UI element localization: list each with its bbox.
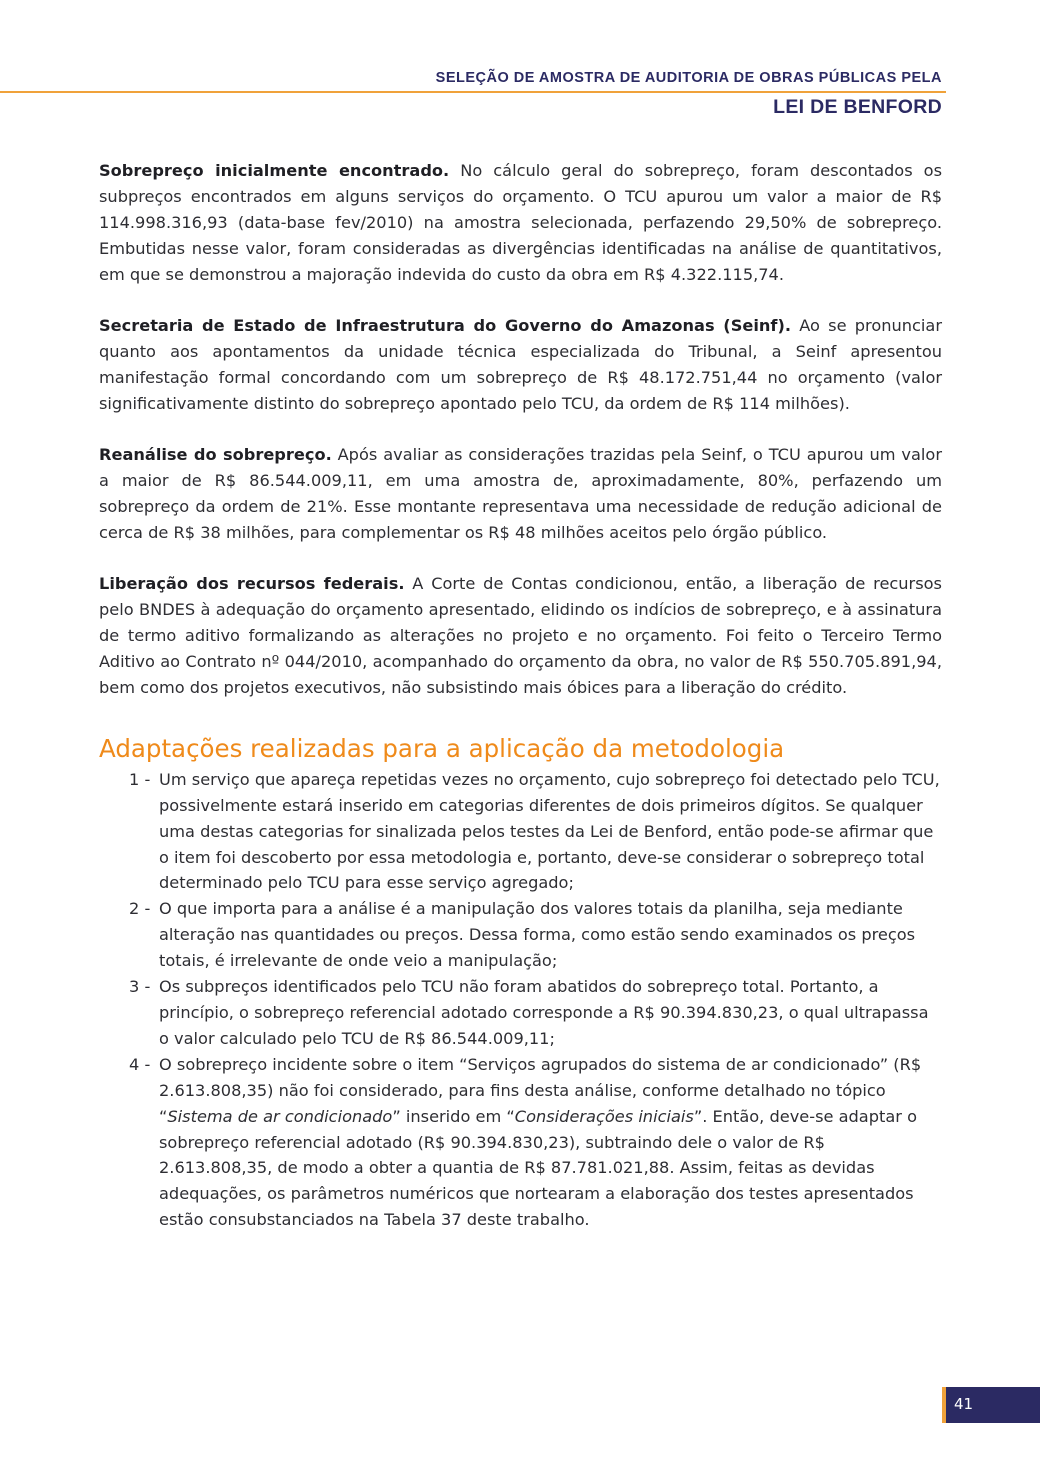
paragraph-seinf (99, 313, 942, 417)
section-title: Adaptações realizadas para a aplicação da metodologia (99, 733, 785, 763)
paragraph-text: Após avaliar as considerações trazidas pela Seinf, o TCU apurou um valor a maior de R$ 86.544.009,11, em uma amostra de, aproximadamente, 80%, perfazendo um sobrepreço da ordem de 21%. Esse montante representava uma necessidade de redução adicional de cerca de R$ 38 milhões, para complementar os R$ 48 milhões aceitos pelo órgão público. (99, 445, 942, 542)
header-title-line2: LEI DE BENFORD (773, 96, 942, 118)
list-item (99, 896, 942, 974)
paragraph-lead: Secretaria de Estado de Infraestrutura do Governo do Amazonas (Seinf). (99, 316, 792, 336)
list-item-italic: Sistema de ar condicionado (167, 1106, 393, 1126)
header-divider (0, 91, 946, 93)
paragraph-lead: Reanálise do sobrepreço. (99, 445, 332, 465)
list-item-text: O que importa para a análise é a manipulação dos valores totais da planilha, seja mediante alteração nas quantidades ou preços. Dessa forma, como estão sendo examinados os preços totais, é irrelevante de onde veio a manipulação; (159, 899, 916, 971)
paragraph-text: Ao se pronunciar quanto aos apontamentos da unidade técnica especializada do Tribunal, a Seinf apresentou manifestação formal concordando com um sobrepreço de R$ 48.172.751,44 no orçamento (valor significativamente distinto do sobrepreço apontado pelo TCU, da ordem de R$ 114 milhões). (99, 316, 942, 413)
list-item-number: 2 - (129, 899, 151, 919)
paragraph-text: A Corte de Contas condicionou, então, a liberação de recursos pelo BNDES à adequação do orçamento apresentado, elidindo os indícios de sobrepreço, e à assinatura de termo aditivo formalizando as alterações no projeto e no orçamento. Foi feito o Terceiro Termo Aditivo ao Contrato nº 044/2010, acompanhado do orçamento da obra, no valor de R$ 550.705.891,94, bem como dos projetos executivos, não subsistindo mais óbices para a liberação do crédito. (99, 574, 942, 697)
list-item-text: Os subpreços identificados pelo TCU não foram abatidos do sobrepreço total. Portanto, a princípio, o sobrepreço referencial adotado corresponde a R$ 90.394.830,23, o qual ultrapassa o valor calculado pelo TCU de R$ 86.544.009,11; (159, 977, 929, 1048)
list-item (99, 974, 942, 1052)
header-title-line1: SELEÇÃO DE AMOSTRA DE AUDITORIA DE OBRAS PÚBLICAS PELA (435, 70, 942, 86)
page-body (99, 158, 942, 1233)
list-item-number: 1 - (129, 769, 151, 789)
list-item-text: O sobrepreço incidente sobre o item “Serviços agrupados do sistema de ar condicionado” (R$ 2.613.808,35) não foi considerado, para fins desta análise, conforme detalhado no tópico “ (159, 1054, 922, 1126)
list-item (99, 1052, 942, 1233)
list-item (99, 767, 942, 897)
paragraph-text: No cálculo geral do sobrepreço, foram descontados os subpreços encontrados em alguns serviços do orçamento. O TCU apurou um valor a maior de R$ 114.998.316,93 (data-base fev/2010) na amostra selecionada, perfazendo 29,50% de sobrepreço. Embutidas nesse valor, foram consideradas as divergências identificadas na análise de quantitativos, em que se demonstrou a majoração indevida do custo da obra em R$ 4.322.115,74. (99, 161, 943, 284)
list-item-text: ”. Então, deve-se adaptar o sobrepreço referencial adotado (R$ 90.394.830,23), subtraindo dele o valor de R$ 2.613.808,35, de modo a obter a quantia de R$ 87.781.021,88. Assim, feitas as devidas adequações, os parâmetros numéricos que nortearam a elaboração dos testes apresentados estão consubstanciados na Tabela 37 deste trabalho. (159, 1106, 917, 1230)
page-number: 41 (954, 1395, 974, 1413)
list-item-italic: Considerações iniciais (514, 1106, 694, 1126)
list-item-text: Um serviço que apareça repetidas vezes no orçamento, cujo sobrepreço foi detectado pelo TCU, possivelmente estará inserido em categorias diferentes de dois primeiros dígitos. Se qualquer uma destas categorias for sinalizada pelos testes da Lei de Benford, então pode-se afirmar que o item foi descoberto por essa metodologia e, portanto, deve-se considerar o sobrepreço total determinado pelo TCU para esse serviço agregado; (159, 769, 940, 893)
paragraph-reanalise (99, 442, 942, 546)
paragraph-sobrepreco-inicial (99, 158, 942, 288)
list-item-number: 3 - (129, 977, 151, 997)
paragraph-liberacao (99, 571, 942, 701)
adaptations-list (99, 767, 942, 1233)
paragraph-lead: Sobrepreço inicialmente encontrado. (99, 161, 450, 180)
paragraph-lead: Liberação dos recursos federais. (99, 574, 405, 594)
page-number-accent (942, 1387, 946, 1423)
list-item-text: ” inserido em “ (392, 1106, 515, 1126)
list-item-number: 4 - (129, 1054, 151, 1074)
